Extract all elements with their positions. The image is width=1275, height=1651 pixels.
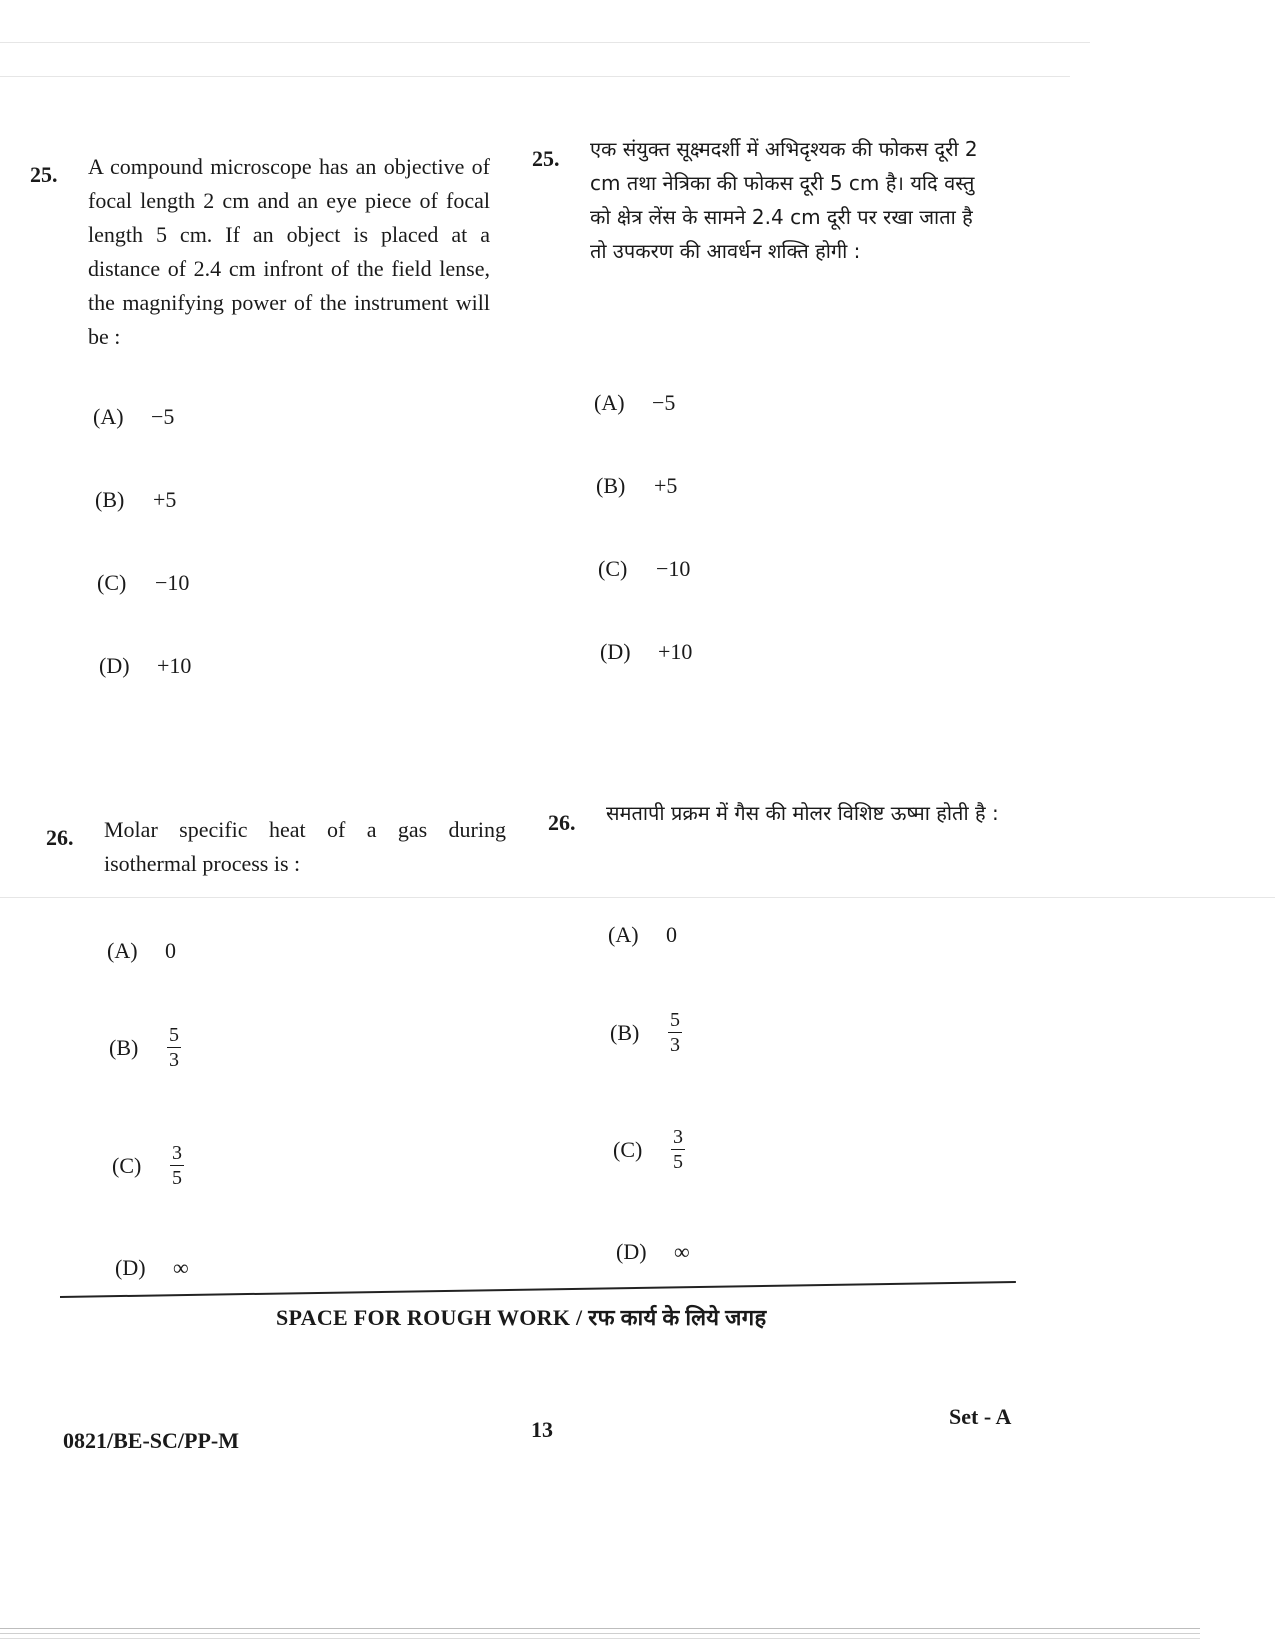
rough-work-divider bbox=[60, 1281, 1016, 1298]
option-value: 0 bbox=[165, 938, 176, 963]
fraction-bar bbox=[167, 1047, 181, 1048]
fraction-five-thirds bbox=[167, 1024, 181, 1071]
q26-option-d-hi[interactable] bbox=[616, 1239, 690, 1265]
option-label: (C) bbox=[112, 1152, 142, 1178]
q25-option-d-hi[interactable] bbox=[600, 639, 692, 665]
option-label: (B) bbox=[95, 487, 125, 512]
scan-line-top bbox=[0, 42, 1090, 43]
option-value: +10 bbox=[658, 639, 693, 664]
q25-option-d-en[interactable] bbox=[99, 653, 191, 679]
option-label: (A) bbox=[107, 938, 138, 963]
q26-number-hi: 26. bbox=[548, 810, 576, 835]
scan-line-top-2 bbox=[0, 76, 1070, 77]
q25-text-hi: एक संयुक्त सूक्ष्मदर्शी में अभिदृश्यक की फोकस दूरी 2 cm तथा नेत्रिका की फोकस दूरी 5 cm है। यदि वस्तु को क्षेत्र लेंस के सामने 2.4 cm दूरी पर रखा जाता है तो उपकरण की आवर्धन शक्ति होगी : bbox=[590, 137, 978, 263]
q26-option-c-en[interactable] bbox=[112, 1142, 184, 1189]
option-label: (A) bbox=[93, 404, 124, 429]
denominator: 3 bbox=[670, 1034, 680, 1056]
option-label: (D) bbox=[115, 1255, 146, 1280]
option-label: (B) bbox=[596, 473, 626, 498]
option-value: +5 bbox=[654, 473, 678, 498]
q25-text-en: A compound microscope has an objective of focal length 2 cm and an eye piece of focal length 5 cm. If an object is placed at a distance of 2.4 cm infront of the field lense, the magnifying power of the instrument will be : bbox=[88, 154, 490, 349]
option-label: (B) bbox=[109, 1034, 139, 1060]
set-label: Set - A bbox=[949, 1404, 1012, 1429]
option-label: (C) bbox=[598, 556, 628, 581]
scan-line-mid bbox=[0, 897, 1275, 898]
fraction-five-thirds bbox=[668, 1009, 682, 1056]
q26-option-a-hi[interactable] bbox=[608, 922, 677, 948]
page-number: 13 bbox=[531, 1417, 553, 1442]
q26-text-hi: समतापी प्रक्रम में गैस की मोलर विशिष्ट ऊष्मा होती है : bbox=[606, 801, 999, 825]
q25-option-c-hi[interactable] bbox=[598, 556, 690, 582]
q25-option-c-en[interactable] bbox=[97, 570, 189, 596]
numerator: 3 bbox=[673, 1126, 683, 1148]
denominator: 3 bbox=[169, 1049, 179, 1071]
q25-option-b-en[interactable] bbox=[95, 487, 176, 513]
option-label: (B) bbox=[610, 1019, 640, 1045]
option-value: −10 bbox=[656, 556, 691, 581]
option-value: ∞ bbox=[674, 1239, 690, 1264]
q26-option-a-en[interactable] bbox=[107, 938, 176, 964]
option-value: −5 bbox=[652, 390, 676, 415]
fraction-bar bbox=[671, 1149, 685, 1150]
q25-option-a-en[interactable] bbox=[93, 404, 174, 430]
fraction-bar bbox=[668, 1032, 682, 1033]
option-label: (D) bbox=[616, 1239, 647, 1264]
option-label: (D) bbox=[99, 653, 130, 678]
paper-code: 0821/BE-SC/PP-M bbox=[63, 1428, 239, 1453]
denominator: 5 bbox=[673, 1151, 683, 1173]
q25-option-a-hi[interactable] bbox=[594, 390, 675, 416]
denominator: 5 bbox=[172, 1167, 182, 1189]
option-value: ∞ bbox=[173, 1255, 189, 1280]
option-value: +5 bbox=[153, 487, 177, 512]
q26-option-d-en[interactable] bbox=[115, 1255, 189, 1281]
rough-work-label: SPACE FOR ROUGH WORK / रफ कार्य के लिये जगह bbox=[276, 1305, 767, 1330]
fraction-bar bbox=[170, 1165, 184, 1166]
fraction-three-fifths bbox=[170, 1142, 184, 1189]
numerator: 3 bbox=[172, 1142, 182, 1164]
numerator: 5 bbox=[670, 1009, 680, 1031]
q25-option-b-hi[interactable] bbox=[596, 473, 677, 499]
scan-border-bottom-1 bbox=[0, 1628, 1200, 1629]
q26-option-b-en[interactable] bbox=[109, 1024, 181, 1071]
q25-number-en: 25. bbox=[30, 162, 58, 187]
q26-number-en: 26. bbox=[46, 825, 74, 850]
q26-option-c-hi[interactable] bbox=[613, 1126, 685, 1173]
option-label: (C) bbox=[97, 570, 127, 595]
option-label: (A) bbox=[608, 922, 639, 947]
option-value: −10 bbox=[155, 570, 190, 595]
option-label: (A) bbox=[594, 390, 625, 415]
option-value: +10 bbox=[157, 653, 192, 678]
option-value: 0 bbox=[666, 922, 677, 947]
scan-border-bottom-3 bbox=[0, 1638, 1200, 1639]
option-label: (D) bbox=[600, 639, 631, 664]
option-value: −5 bbox=[151, 404, 175, 429]
numerator: 5 bbox=[169, 1024, 179, 1046]
q26-text-en: Molar specific heat of a gas during isothermal process is : bbox=[104, 817, 506, 876]
fraction-three-fifths bbox=[671, 1126, 685, 1173]
q26-option-b-hi[interactable] bbox=[610, 1009, 682, 1056]
scan-border-bottom-2 bbox=[0, 1633, 1200, 1634]
option-label: (C) bbox=[613, 1136, 643, 1162]
q25-number-hi: 25. bbox=[532, 146, 560, 171]
